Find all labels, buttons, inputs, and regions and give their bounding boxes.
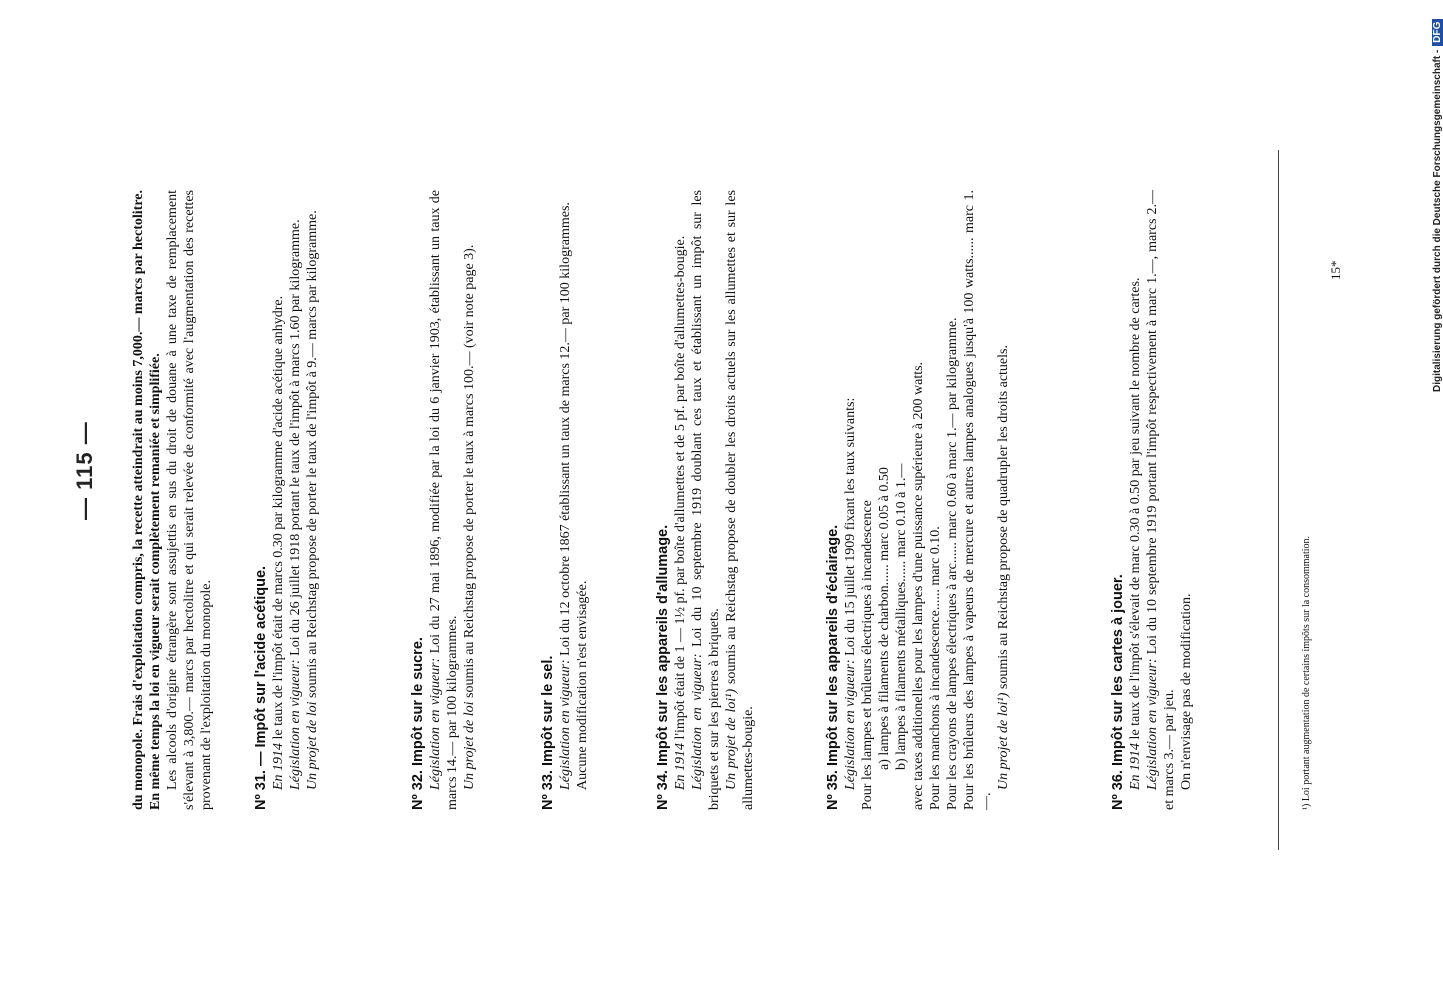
rotated-text-block: [72, 150, 1345, 850]
page-number: — 115 —: [72, 421, 97, 520]
intro-paragraph-1: du monopole. Frais d'exploitation compris, la recette atteindrait au moins 7,000.— marcs par hectolitre. En même temps la loi en vigueur serait complètement remaniée et simplifiée.: [131, 190, 163, 810]
footnote: ¹) Loi portant augmentation de certains impôts sur la consommation.: [1301, 535, 1312, 810]
intro-paragraph-2: Les alcools d'origine étrangère sont assujettis en sus du droit de douane à une taxe de remplacement s'élevant à 3,800.— marcs par hectolitre et qui serait relevée de conformité avec l'augmentation des recettes provenant de l'exploitation du monopole.: [165, 190, 214, 810]
section-35-line-1: Législation en vigueur: Loi du 15 juillet 1909 fixant les taux suivants:: [843, 397, 858, 790]
section-33-line-2: Aucune modification n'est envisagée.: [575, 580, 590, 790]
section-31: [253, 190, 321, 810]
section-32-line-1: Législation en vigueur: Loi du 27 mai 1896, modifiée par la loi du 6 janvier 1903, établissant un taux de marcs 14.— par 100 kilogrammes.: [428, 190, 460, 810]
section-35-line-2: Pour les lampes et brûleurs électriques à incandescence: [860, 500, 875, 810]
section-35: [825, 190, 1012, 810]
section-31-line-3: Un projet de loi soumis au Reichstag propose de porter le taux de l'impôt à 9.— marcs par kilogramme.: [305, 210, 320, 790]
section-35-line-5: Pour les crayons de lampes électriques à arc...... marc 0.60 à marc 1.— par kilogramme.: [945, 317, 960, 810]
section-36-line-3: On n'envisage pas de modification.: [1179, 593, 1194, 790]
section-32-line-2: Un projet de loi soumis au Reichstag propose de porter le taux à marcs 100.— (voir note page 3).: [462, 244, 477, 790]
credit-text: Digitalisierung gefördert durch die Deutsche Forschungsgemeinschaft -: [1432, 49, 1443, 392]
section-34-line-2: Législation en vigueur: Loi du 10 septembre 1919 doublant ces taux et établissant un impôt sur les briquets et sur les pierres à briquets.: [690, 190, 722, 810]
section-35-item-a: a) lampes à filaments de charbon...... marc 0.05 à 0.50: [877, 467, 892, 770]
section-31-line-1: En 1914 le taux de l'impôt était de marcs 0.30 par kilogramme d'acide acétique anhydre.: [271, 295, 286, 790]
section-36-line-1: En 1914 le taux de l'impôt s'élevait de marc 0.30 à 0.50 par jeu suivant le nombre de cartes.: [1128, 277, 1143, 790]
dfg-logo: DFG: [1432, 19, 1443, 46]
section-36: [1110, 190, 1195, 810]
intro-section: [130, 190, 215, 810]
section-35-line-6: Pour les brûleurs des lampes à vapeurs de mercure et autres lampes analogues jusqu'à 100 watts...... marc 1.—.: [962, 190, 994, 810]
section-34: [655, 190, 757, 810]
section-33-title: Nº 33. Impôt sur le sel.: [540, 655, 556, 810]
section-34-line-3: Un projet de loi¹) soumis au Reichstag propose de doubler les droits actuels sur les allumettes et sur les allumettes-bougie.: [724, 190, 756, 810]
section-35-line-3: avec taxes additionelles pour les lampes d'une puissance supérieure à 200 watts.: [911, 361, 926, 810]
section-35-line-7: Un projet de loi¹) soumis au Reichstag propose de quadrupler les droits actuels.: [996, 345, 1011, 790]
footnote-rule: [1278, 150, 1279, 850]
section-36-line-2: Législation en vigueur: Loi du 10 septembre 1919 portant l'impôt respectivement à marc 1.—, marcs 2.— et marcs 3.— par jeu.: [1145, 190, 1177, 810]
digitization-credit: [1432, 8, 1443, 392]
section-35-line-4: Pour les manchons à incandescence...... marc 0.10.: [928, 526, 943, 810]
section-32: [410, 190, 478, 810]
section-35-title: Nº 35. Impôt sur les appareils d'éclairage.: [825, 524, 841, 810]
signature-mark: 15*: [1328, 260, 1343, 280]
section-35-item-b: b) lampes à filaments métalliques...... marc 0.10 à 1.—: [894, 463, 909, 770]
section-34-line-1: En 1914 l'impôt était de 1 — 1½ pf. par boîte d'allumettes et de 5 pf. par boîte d'allumettes-bougie.: [673, 235, 688, 790]
section-34-title: Nº 34. Impôt sur les appareils d'allumage.: [655, 524, 671, 810]
section-36-title: Nº 36. Impôt sur les cartes à jouer.: [1110, 574, 1126, 810]
section-33: [540, 190, 591, 810]
section-31-title: Nº 31. — Impôt sur l'acide acétique.: [253, 565, 269, 810]
section-33-line-1: Législation en vigueur: Loi du 12 octobre 1867 établissant un taux de marcs 12.— par 100 kilogrammes.: [558, 202, 573, 790]
section-31-line-2: Législation en vigueur: Loi du 26 juillet 1918 portant le taux de l'impôt à marcs 1.60 par kilogramme.: [288, 219, 303, 790]
section-32-title: Nº 32. Impôt sur le sucre.: [410, 637, 426, 810]
